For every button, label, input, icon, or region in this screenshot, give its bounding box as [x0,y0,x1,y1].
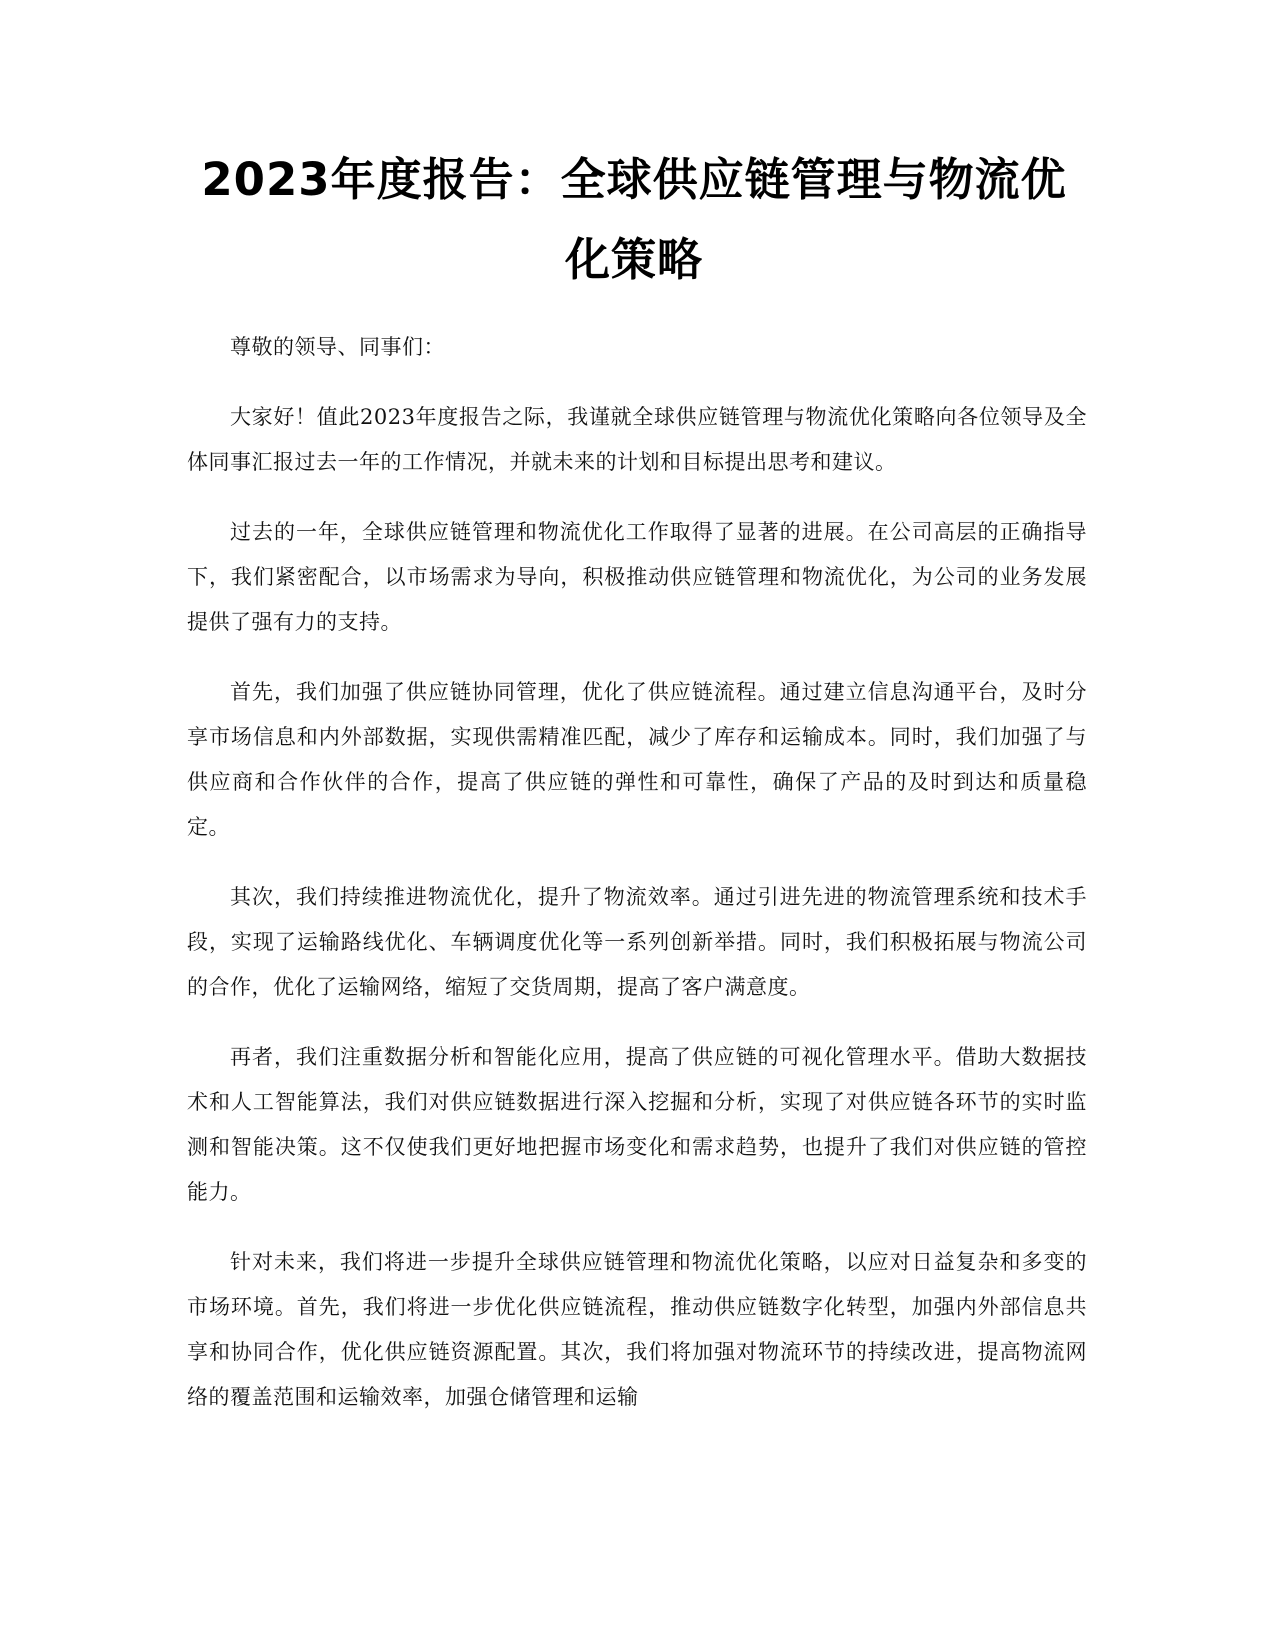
logistics-paragraph: 其次，我们持续推进物流优化，提升了物流效率。通过引进先进的物流管理系统和技术手段，实现了运输路线优化、车辆调度优化等一系列创新举措。同时，我们积极拓展与物流公司的合作，优化了运输网络，缩短了交货周期，提高了客户满意度。 [187,885,1087,999]
overview-paragraph: 过去的一年，全球供应链管理和物流优化工作取得了显著的进展。在公司高层的正确指导下，我们紧密配合，以市场需求为导向，积极推动供应链管理和物流优化，为公司的业务发展提供了强有力的支持。 [187,520,1087,634]
document-title: 2023年度报告：全球供应链管理与物流优化策略 [201,153,1067,286]
intro-paragraph: 大家好！值此2023年度报告之际，我谨就全球供应链管理与物流优化策略向各位领导及全体同事汇报过去一年的工作情况，并就未来的计划和目标提出思考和建议。 [187,405,1087,474]
collaboration-paragraph: 首先，我们加强了供应链协同管理，优化了供应链流程。通过建立信息沟通平台，及时分享市场信息和内外部数据，实现供需精准匹配，减少了库存和运输成本。同时，我们加强了与供应商和合作伙伴的合作，提高了供应链的弹性和可靠性，确保了产品的及时到达和质量稳定。 [187,680,1087,839]
data-analysis-paragraph: 再者，我们注重数据分析和智能化应用，提高了供应链的可视化管理水平。借助大数据技术和人工智能算法，我们对供应链数据进行深入挖掘和分析，实现了对供应链各环节的实时监测和智能决策。这不仅使我们更好地把握市场变化和需求趋势，也提升了我们对供应链的管控能力。 [187,1045,1087,1204]
salutation-paragraph: 尊敬的领导、同事们： [230,335,445,359]
future-plan-paragraph: 针对未来，我们将进一步提升全球供应链管理和物流优化策略，以应对日益复杂和多变的市场环境。首先，我们将进一步优化供应链流程，推动供应链数字化转型，加强内外部信息共享和协同合作，优化供应链资源配置。其次，我们将加强对物流环节的持续改进，提高物流网络的覆盖范围和运输效率，加强仓储管理和运输 [187,1250,1087,1409]
document-body [187,325,1087,1445]
